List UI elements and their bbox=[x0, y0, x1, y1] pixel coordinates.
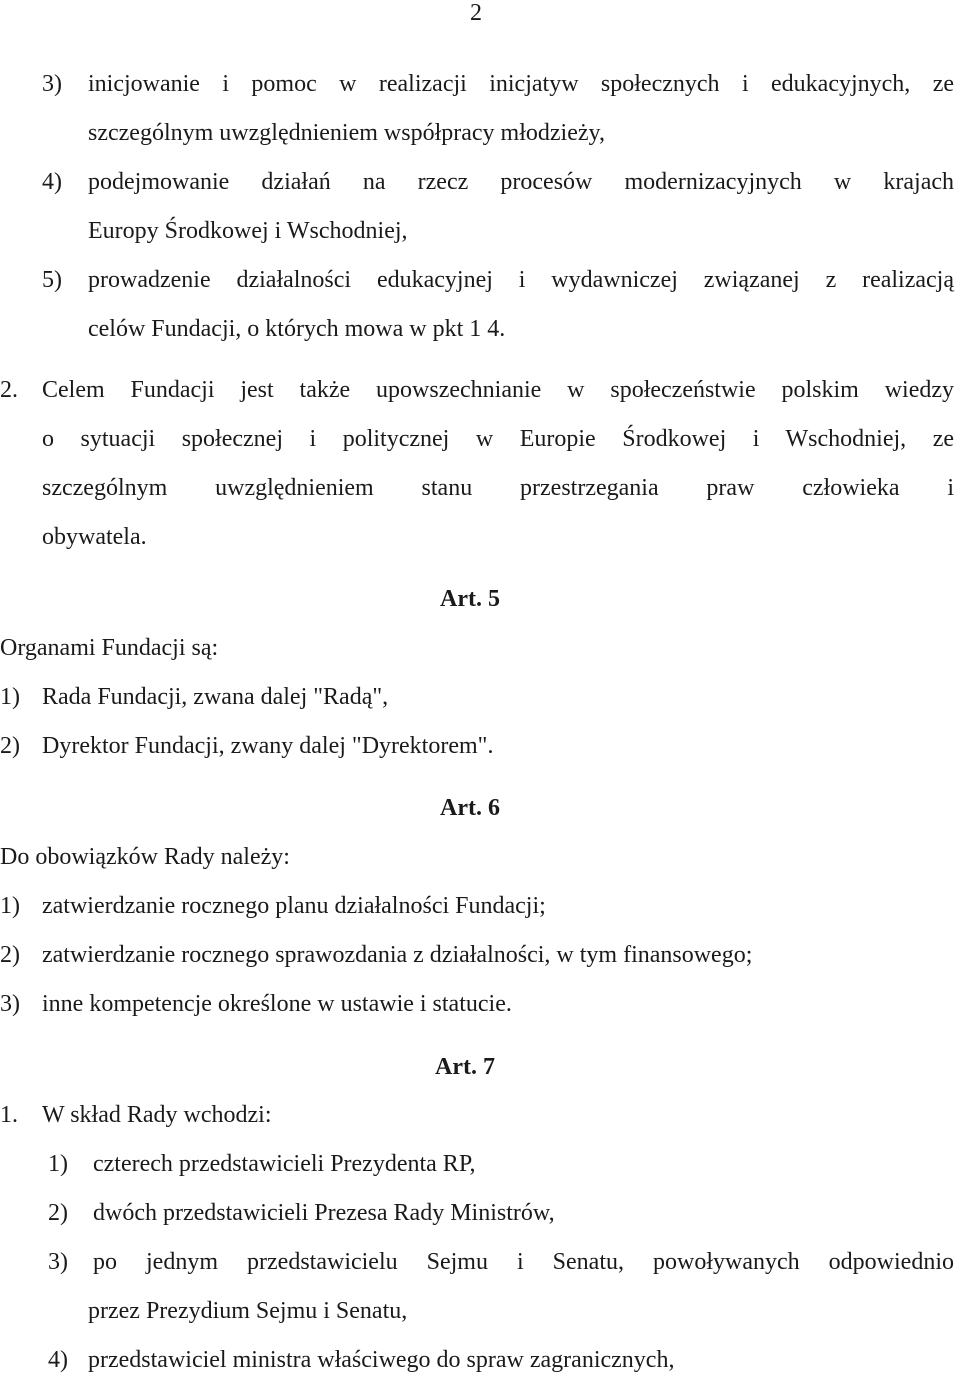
list-item-number: 5) bbox=[42, 267, 62, 293]
paragraph-number: 2. bbox=[0, 377, 18, 403]
paragraph-line: szczególnym uwzględnieniem stanu przestrzegania praw człowieka i bbox=[42, 475, 954, 501]
paragraph-number: 1. bbox=[0, 1102, 18, 1128]
list-item-number: 3) bbox=[48, 1249, 68, 1275]
article-heading: Art. 7 bbox=[435, 1054, 495, 1080]
list-item-number: 1) bbox=[48, 1151, 68, 1177]
list-item-line: przedstawiciel ministra właściwego do spraw zagranicznych, bbox=[88, 1347, 675, 1373]
list-item-number: 3) bbox=[0, 991, 20, 1017]
list-item-line: czterech przedstawicieli Prezydenta RP, bbox=[93, 1151, 476, 1177]
list-item-line: Dyrektor Fundacji, zwany dalej "Dyrektorem". bbox=[42, 733, 494, 759]
list-item-line: prowadzenie działalności edukacyjnej i wydawniczej związanej z realizacją bbox=[88, 267, 954, 293]
list-item-line: szczególnym uwzględnieniem współpracy młodzieży, bbox=[88, 120, 605, 146]
article-heading: Art. 6 bbox=[440, 795, 500, 821]
list-item-line: przez Prezydium Sejmu i Senatu, bbox=[88, 1298, 408, 1324]
article-intro: Organami Fundacji są: bbox=[0, 635, 219, 661]
list-item-number: 2) bbox=[48, 1200, 68, 1226]
list-item-line: po jednym przedstawicielu Sejmu i Senatu, powoływanych odpowiednio bbox=[93, 1249, 954, 1275]
article-heading: Art. 5 bbox=[440, 586, 500, 612]
list-item-line: zatwierdzanie rocznego sprawozdania z działalności, w tym finansowego; bbox=[42, 942, 753, 968]
list-item-line: Rada Fundacji, zwana dalej "Radą", bbox=[42, 684, 389, 710]
article-intro: Do obowiązków Rady należy: bbox=[0, 844, 290, 870]
list-item-line: inicjowanie i pomoc w realizacji inicjatyw społecznych i edukacyjnych, ze bbox=[88, 71, 954, 97]
paragraph-line: Celem Fundacji jest także upowszechnianie w społeczeństwie polskim wiedzy bbox=[42, 377, 954, 403]
list-item-line: inne kompetencje określone w ustawie i statucie. bbox=[42, 991, 512, 1017]
paragraph-line: obywatela. bbox=[42, 524, 147, 550]
list-item-line: dwóch przedstawicieli Prezesa Rady Ministrów, bbox=[93, 1200, 555, 1226]
list-item-number: 2) bbox=[0, 733, 20, 759]
paragraph-line: W skład Rady wchodzi: bbox=[42, 1102, 272, 1128]
list-item-line: podejmowanie działań na rzecz procesów modernizacyjnych w krajach bbox=[88, 169, 954, 195]
list-item-number: 1) bbox=[0, 893, 20, 919]
list-item-number: 2) bbox=[0, 942, 20, 968]
list-item-line: zatwierdzanie rocznego planu działalności Fundacji; bbox=[42, 893, 546, 919]
paragraph-line: o sytuacji społecznej i politycznej w Europie Środkowej i Wschodniej, ze bbox=[42, 426, 954, 452]
list-item-number: 3) bbox=[42, 71, 62, 97]
list-item-number: 4) bbox=[42, 169, 62, 195]
page-number: 2 bbox=[470, 0, 482, 26]
list-item-number: 4) bbox=[48, 1347, 68, 1373]
list-item-line: Europy Środkowej i Wschodniej, bbox=[88, 218, 408, 244]
list-item-line: celów Fundacji, o których mowa w pkt 1 4. bbox=[88, 316, 506, 342]
list-item-number: 1) bbox=[0, 684, 20, 710]
